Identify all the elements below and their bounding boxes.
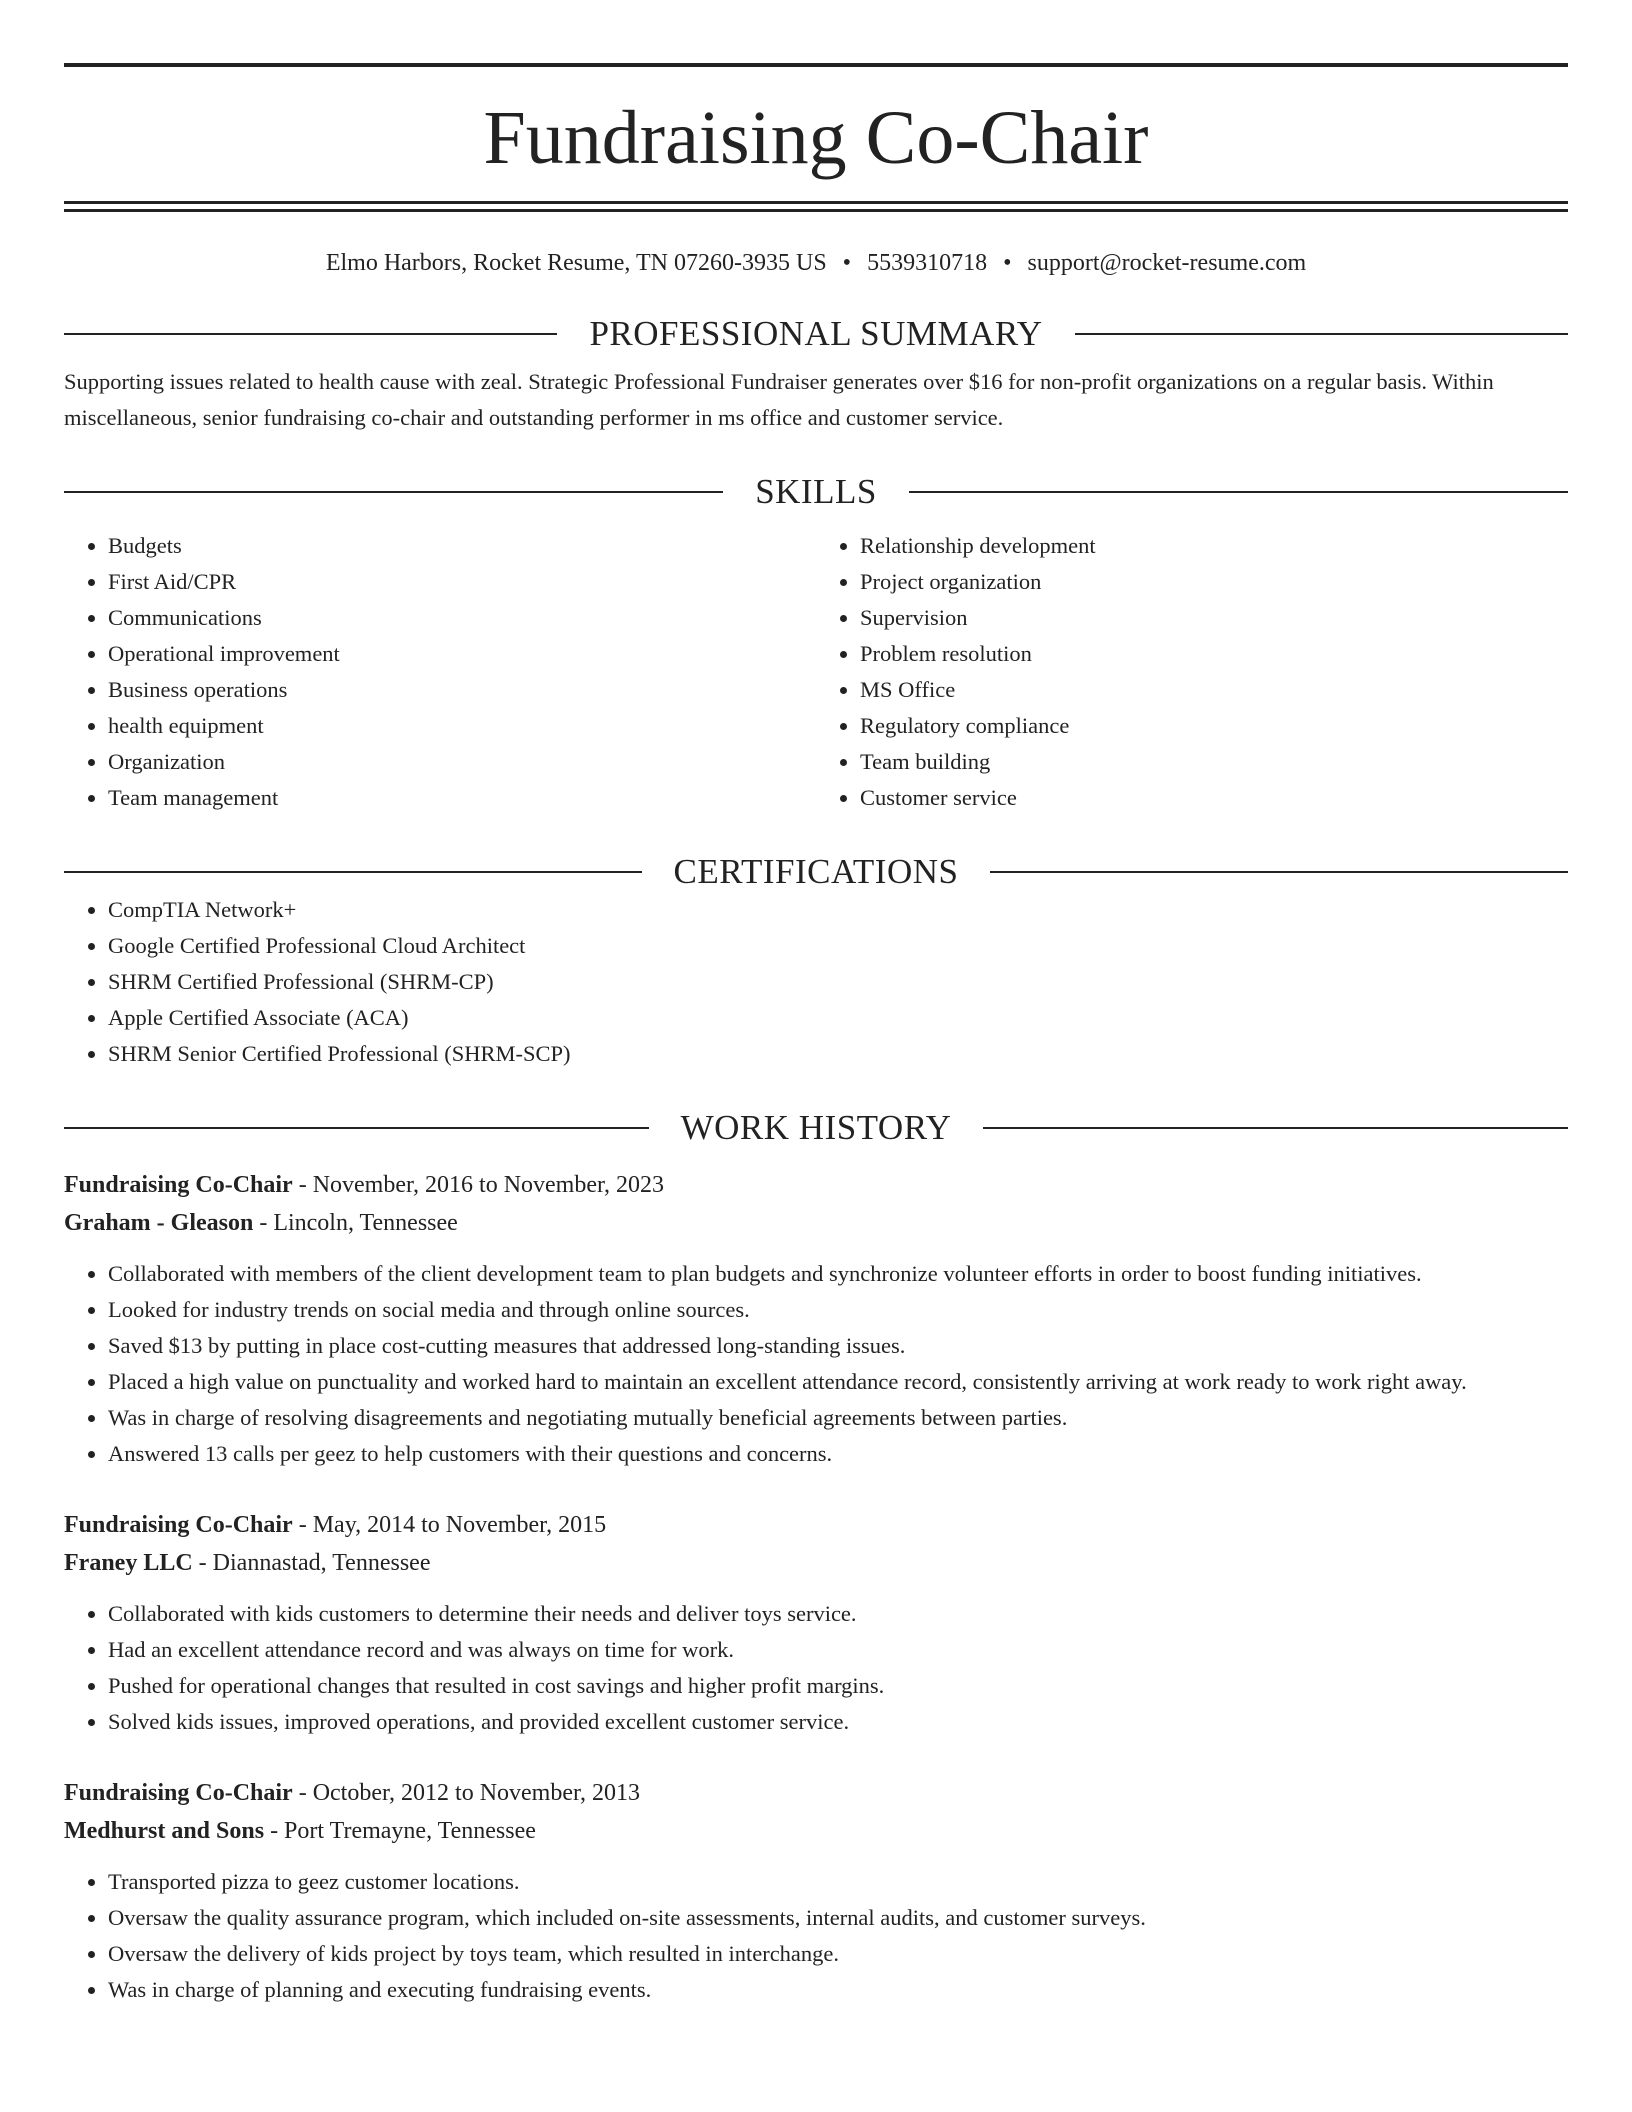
job-duty-item: • Was in charge of planning and executing fundraising events. bbox=[108, 1972, 1568, 2008]
skill-item: • health equipment bbox=[108, 708, 816, 744]
section-title: CERTIFICATIONS bbox=[673, 852, 959, 891]
double-rule bbox=[64, 201, 1568, 212]
job-location: - Port Tremayne, Tennessee bbox=[264, 1818, 536, 1844]
certification-item: • CompTIA Network+ bbox=[108, 892, 1568, 928]
section-header-certifications bbox=[64, 852, 1568, 892]
job-duty-item: • Oversaw the quality assurance program, which included on-site assessments, internal audits, and customer surveys. bbox=[108, 1900, 1568, 1936]
job-dates: - October, 2012 to November, 2013 bbox=[292, 1780, 641, 1806]
skill-item: • MS Office bbox=[860, 672, 1568, 708]
contact-separator: • bbox=[1003, 250, 1012, 276]
job-duties-list bbox=[64, 1596, 1568, 1740]
contact-email: support@rocket-resume.com bbox=[1027, 250, 1307, 276]
skill-item: • Business operations bbox=[108, 672, 816, 708]
certification-item: • Google Certified Professional Cloud Architect bbox=[108, 928, 1568, 964]
job-duties-list bbox=[64, 1256, 1568, 1472]
section-rule bbox=[64, 333, 557, 335]
top-rule bbox=[64, 63, 1568, 67]
skill-item: • Operational improvement bbox=[108, 636, 816, 672]
job-role-line bbox=[64, 1506, 1568, 1544]
job-company: Franey LLC bbox=[64, 1550, 193, 1576]
job-duty-item: • Had an excellent attendance record and was always on time for work. bbox=[108, 1632, 1568, 1668]
skill-item: • Supervision bbox=[860, 600, 1568, 636]
job-entry bbox=[64, 1774, 1568, 2008]
section-title: WORK HISTORY bbox=[680, 1108, 952, 1147]
job-entry bbox=[64, 1166, 1568, 1472]
section-rule bbox=[64, 491, 723, 493]
skill-item: • Communications bbox=[108, 600, 816, 636]
skill-item: • Organization bbox=[108, 744, 816, 780]
certification-item: • SHRM Certified Professional (SHRM-CP) bbox=[108, 964, 1568, 1000]
section-header-skills bbox=[64, 472, 1568, 512]
contact-separator: • bbox=[842, 250, 852, 276]
job-duty-item: • Was in charge of resolving disagreements and negotiating mutually beneficial agreements between parties. bbox=[108, 1400, 1568, 1436]
section-header-summary bbox=[64, 314, 1568, 354]
certification-item: • SHRM Senior Certified Professional (SHRM-SCP) bbox=[108, 1036, 1568, 1072]
skill-item: • Team management bbox=[108, 780, 816, 816]
job-company: Graham - Gleason bbox=[64, 1210, 254, 1236]
contact-line bbox=[64, 248, 1568, 278]
job-duty-item: • Placed a high value on punctuality and worked hard to maintain an excellent attendance record, consistently arriving at work ready to work right away. bbox=[108, 1364, 1568, 1400]
job-duty-item: • Transported pizza to geez customer locations. bbox=[108, 1864, 1568, 1900]
section-rule bbox=[1075, 333, 1568, 335]
job-duty-item: • Collaborated with members of the client development team to plan budgets and synchronize volunteer efforts in order to boost funding initiatives. bbox=[108, 1256, 1568, 1292]
job-duty-item: • Solved kids issues, improved operations, and provided excellent customer service. bbox=[108, 1704, 1568, 1740]
section-rule bbox=[990, 871, 1568, 873]
skill-item: • Problem resolution bbox=[860, 636, 1568, 672]
skills-grid bbox=[64, 528, 1568, 816]
section-rule bbox=[909, 491, 1568, 493]
job-duty-item: • Collaborated with kids customers to determine their needs and deliver toys service. bbox=[108, 1596, 1568, 1632]
skill-item: • Budgets bbox=[108, 528, 816, 564]
resume-page bbox=[64, 0, 1568, 2008]
skill-item: • Customer service bbox=[860, 780, 1568, 816]
skill-item: • Team building bbox=[860, 744, 1568, 780]
section-title: PROFESSIONAL SUMMARY bbox=[589, 314, 1043, 353]
job-role: Fundraising Co-Chair bbox=[64, 1780, 293, 1806]
job-duty-item: • Saved $13 by putting in place cost-cutting measures that addressed long-standing issues. bbox=[108, 1328, 1568, 1364]
section-rule bbox=[983, 1127, 1568, 1129]
job-role: Fundraising Co-Chair bbox=[64, 1512, 293, 1538]
job-role-line bbox=[64, 1774, 1568, 1812]
job-duties-list bbox=[64, 1864, 1568, 2008]
job-duty-item: • Answered 13 calls per geez to help customers with their questions and concerns. bbox=[108, 1436, 1568, 1472]
summary-text: Supporting issues related to health cause with zeal. Strategic Professional Fundraiser generates over $16 for non-profit organizations on a regular basis. Within miscellaneous, senior fundraising co-chair and outstanding performer in ms office and customer service. bbox=[64, 369, 1494, 430]
certification-item: • Apple Certified Associate (ACA) bbox=[108, 1000, 1568, 1036]
section-header-work bbox=[64, 1108, 1568, 1148]
contact-phone: 5539310718 bbox=[867, 250, 988, 276]
job-role-line bbox=[64, 1166, 1568, 1204]
skill-item: • Relationship development bbox=[860, 528, 1568, 564]
section-rule bbox=[64, 871, 642, 873]
contact-address: Elmo Harbors, Rocket Resume, TN 07260-3935 US bbox=[325, 250, 827, 276]
work-history bbox=[64, 1166, 1568, 2008]
job-duty-item: • Looked for industry trends on social media and through online sources. bbox=[108, 1292, 1568, 1328]
job-entry bbox=[64, 1506, 1568, 1740]
resume-title: Fundraising Co-Chair bbox=[483, 96, 1149, 180]
job-company-line bbox=[64, 1544, 1568, 1582]
skill-item: • Project organization bbox=[860, 564, 1568, 600]
job-dates: - May, 2014 to November, 2015 bbox=[292, 1512, 607, 1538]
skill-item: • Regulatory compliance bbox=[860, 708, 1568, 744]
skills-list-right bbox=[816, 528, 1568, 816]
skills-list-left bbox=[64, 528, 816, 816]
section-title: SKILLS bbox=[755, 472, 877, 511]
job-company-line bbox=[64, 1204, 1568, 1242]
job-company: Medhurst and Sons bbox=[64, 1818, 265, 1844]
job-company-line bbox=[64, 1812, 1568, 1850]
certifications-list bbox=[64, 892, 1568, 1072]
job-duty-item: • Pushed for operational changes that resulted in cost savings and higher profit margins. bbox=[108, 1668, 1568, 1704]
job-duty-item: • Oversaw the delivery of kids project by toys team, which resulted in interchange. bbox=[108, 1936, 1568, 1972]
job-dates: - November, 2016 to November, 2023 bbox=[292, 1172, 665, 1198]
job-location: - Lincoln, Tennessee bbox=[253, 1210, 458, 1236]
skill-item: • First Aid/CPR bbox=[108, 564, 816, 600]
job-role: Fundraising Co-Chair bbox=[64, 1172, 293, 1198]
job-location: - Diannastad, Tennessee bbox=[192, 1550, 431, 1576]
section-rule bbox=[64, 1127, 649, 1129]
